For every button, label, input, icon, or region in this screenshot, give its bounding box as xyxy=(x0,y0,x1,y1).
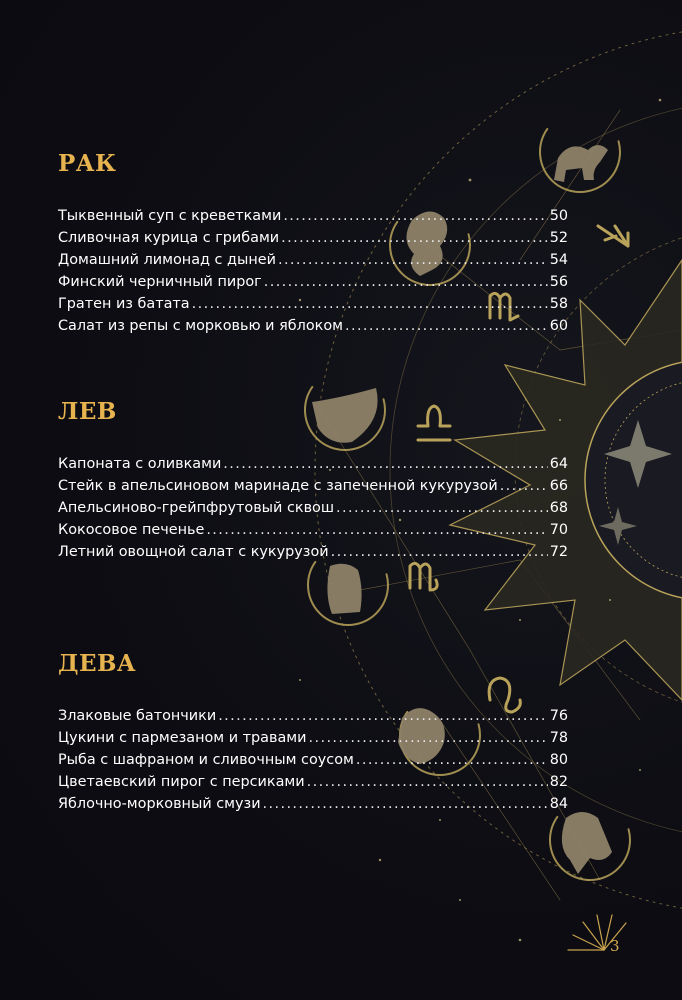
toc-entry-page: 50 xyxy=(549,208,568,224)
toc-entry[interactable] xyxy=(58,453,568,475)
toc-entry-title: Цветаевский пирог с персиками xyxy=(58,774,305,790)
dot-leader xyxy=(223,453,547,475)
toc-entry-title: Тыквенный суп с креветками xyxy=(58,208,282,224)
sagittarius-icon xyxy=(598,226,628,246)
toc-entry[interactable] xyxy=(58,205,568,227)
toc-entry-page: 58 xyxy=(549,296,568,312)
dot-leader xyxy=(278,249,548,271)
toc-entry[interactable] xyxy=(58,705,568,727)
toc-entry-page: 80 xyxy=(549,752,568,768)
toc-entry-page: 64 xyxy=(549,456,568,472)
dot-leader xyxy=(356,749,548,771)
toc-entry[interactable] xyxy=(58,271,568,293)
dot-leader xyxy=(500,475,548,497)
toc-entry-page: 82 xyxy=(549,774,568,790)
toc-entry-page: 66 xyxy=(549,478,568,494)
toc-entry-title: Финский черничный пирог xyxy=(58,274,262,290)
toc-entry-title: Апельсиново-грейпфрутовый сквош xyxy=(58,500,335,516)
toc-entry-title: Цукини с пармезаном и травами xyxy=(58,730,307,746)
toc-entry-title: Сливочная курица с грибами xyxy=(58,230,280,246)
toc-entry-title: Яблочно-морковный смузи xyxy=(58,796,261,812)
dot-leader xyxy=(281,227,548,249)
dot-leader xyxy=(263,793,548,815)
toc-entry-page: 70 xyxy=(549,522,568,538)
toc-entry-title: Капоната с оливками xyxy=(58,456,222,472)
dot-leader xyxy=(331,541,548,563)
dot-leader xyxy=(307,771,548,793)
section-title: РАК xyxy=(58,150,117,177)
toc-entry[interactable] xyxy=(58,497,568,519)
page-number: 3 xyxy=(610,937,620,955)
toc-entry[interactable] xyxy=(58,315,568,337)
toc-entry[interactable] xyxy=(58,541,568,563)
dot-leader xyxy=(264,271,548,293)
toc-section-deva xyxy=(58,650,568,815)
toc-entry[interactable] xyxy=(58,793,568,815)
toc-entry-page: 54 xyxy=(549,252,568,268)
toc-entry[interactable] xyxy=(58,475,568,497)
toc-entry-title: Стейк в апельсиновом маринаде с запеченной кукурузой xyxy=(58,478,498,494)
dot-leader xyxy=(192,293,548,315)
toc-entry-page: 56 xyxy=(549,274,568,290)
toc-entry-page: 72 xyxy=(549,544,568,560)
toc-entry-title: Рыба с шафраном и сливочным соусом xyxy=(58,752,354,768)
toc-section-rak xyxy=(58,150,568,337)
dot-leader xyxy=(345,315,548,337)
toc-section-lev xyxy=(58,398,568,563)
toc-entry[interactable] xyxy=(58,249,568,271)
dot-leader xyxy=(218,705,547,727)
toc-entry[interactable] xyxy=(58,293,568,315)
toc-entry[interactable] xyxy=(58,227,568,249)
toc-entry-page: 52 xyxy=(549,230,568,246)
toc-entry[interactable] xyxy=(58,727,568,749)
section-title: ДЕВА xyxy=(58,650,137,677)
toc-entry[interactable] xyxy=(58,771,568,793)
dot-leader xyxy=(336,497,548,519)
toc-entry-page: 84 xyxy=(549,796,568,812)
toc-entry-page: 78 xyxy=(549,730,568,746)
virgo-icon xyxy=(410,563,437,590)
dot-leader xyxy=(206,519,547,541)
toc-entry-page: 68 xyxy=(549,500,568,516)
toc-entry-page: 60 xyxy=(549,318,568,334)
toc-entry-title: Злаковые батончики xyxy=(58,708,217,724)
section-title: ЛЕВ xyxy=(58,398,117,425)
toc-entry-title: Летний овощной салат с кукурузой xyxy=(58,544,329,560)
dot-leader xyxy=(309,727,548,749)
toc-entry-title: Кокосовое печенье xyxy=(58,522,205,538)
toc-entry[interactable] xyxy=(58,519,568,541)
dot-leader xyxy=(283,205,547,227)
toc-entry-title: Салат из репы с морковью и яблоком xyxy=(58,318,343,334)
toc-entry-title: Гратен из батата xyxy=(58,296,190,312)
toc-entry-page: 76 xyxy=(549,708,568,724)
toc-entry-title: Домашний лимонад с дыней xyxy=(58,252,276,268)
toc-entry[interactable] xyxy=(58,749,568,771)
